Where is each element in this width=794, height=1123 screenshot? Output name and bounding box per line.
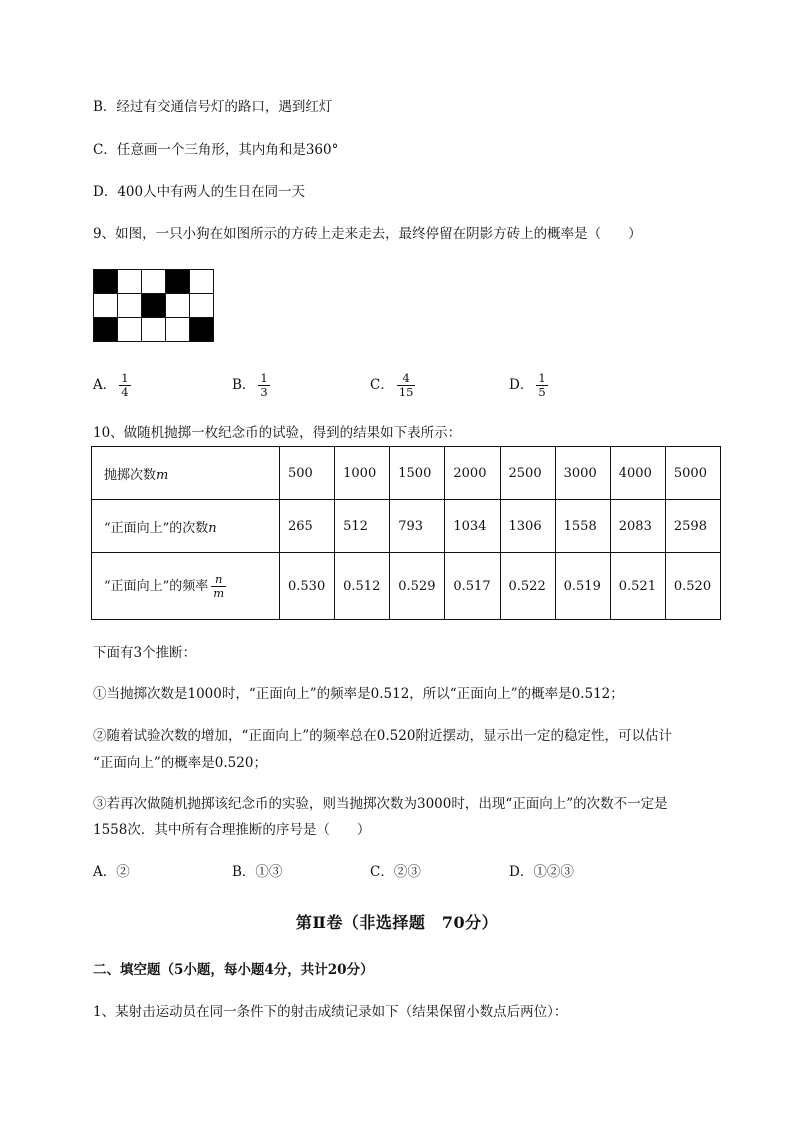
q8-option-d: D．400人中有两人的生日在同一天 — [93, 184, 306, 200]
q10-option-b: B．①③ — [232, 864, 283, 880]
table-cell: 2598 — [665, 500, 720, 553]
part-2-title: 第Ⅱ卷（非选择题 70分） — [295, 913, 499, 932]
table-cell: 2000 — [445, 447, 500, 500]
table-cell: 0.522 — [500, 553, 555, 620]
tile-shaded — [166, 270, 190, 294]
q8-option-c: C．任意画一个三角形，其内角和是360° — [93, 142, 339, 158]
table-row-tosses — [92, 447, 721, 500]
tile-shaded — [94, 270, 118, 294]
table-cell: 1558 — [555, 500, 610, 553]
table-cell: 1000 — [335, 447, 390, 500]
table-cell: 2500 — [500, 447, 555, 500]
tile — [142, 270, 166, 294]
table-cell: 0.512 — [335, 553, 390, 620]
table-cell: 500 — [280, 447, 335, 500]
fill-in-q1-stem: 1、某射击运动员在同一条件下的射击成绩记录如下（结果保留小数点后两位）： — [93, 1004, 568, 1020]
table-cell: 0.521 — [610, 553, 665, 620]
tile — [142, 318, 166, 342]
table-row-heads-frequency — [92, 553, 721, 620]
tile — [190, 294, 214, 318]
q10-intro: 下面有3个推断： — [93, 645, 197, 661]
q9-option-b: B． $\frac{1}{3}$ — [232, 371, 268, 399]
coin-toss-results-table — [91, 446, 721, 620]
tile-shaded — [190, 318, 214, 342]
tile — [190, 270, 214, 294]
table-cell: 5000 — [665, 447, 720, 500]
tile-grid-figure — [93, 269, 214, 342]
q10-inference-3-line-1: ③若再次做随机抛掷该纪念币的实验，则当抛掷次数为3000时，出现“正面向上”的次数不一定是 — [93, 796, 668, 812]
table-cell: 0.517 — [445, 553, 500, 620]
table-cell: 1500 — [390, 447, 445, 500]
table-cell: 3000 — [555, 447, 610, 500]
table-row-heads-count — [92, 500, 721, 553]
q10-inference-2-line-2: “正面向上”的概率是0.520； — [93, 755, 267, 771]
table-cell: 265 — [280, 500, 335, 553]
tile — [118, 294, 142, 318]
q10-inference-2-line-1: ②随着试验次数的增加，“正面向上”的频率总在0.520附近摆动，显示出一定的稳定性，可以估计 — [93, 728, 672, 744]
table-cell: 0.519 — [555, 553, 610, 620]
table-cell: 2083 — [610, 500, 665, 553]
q9-option-a: A． $\frac{1}{4}$ — [93, 371, 129, 399]
tile — [166, 294, 190, 318]
tile-shaded — [142, 294, 166, 318]
table-cell: 0.520 — [665, 553, 720, 620]
fill-in-section-heading: 二、填空题（5小题，每小题4分，共计20分） — [93, 962, 374, 978]
row-label-tosses: 抛掷次数m — [92, 447, 280, 500]
table-cell: 1034 — [445, 500, 500, 553]
q10-option-d: D．①②③ — [509, 864, 574, 880]
table-cell: 1306 — [500, 500, 555, 553]
q9-option-c: C． $\frac{4}{15}$ — [370, 371, 414, 399]
tile-shaded — [94, 318, 118, 342]
tile — [94, 294, 118, 318]
q10-stem: 10、做随机抛掷一枚纪念币的试验，得到的结果如下表所示： — [93, 425, 462, 441]
table-cell: 0.530 — [280, 553, 335, 620]
q10-inference-1: ①当抛掷次数是1000时，“正面向上”的频率是0.512，所以“正面向上”的概率是0.512； — [93, 686, 624, 702]
table-cell: 4000 — [610, 447, 665, 500]
q9-option-d: D． $\frac{1}{5}$ — [509, 371, 546, 399]
table-cell: 0.529 — [390, 553, 445, 620]
tile — [166, 318, 190, 342]
row-label-heads-count: “正面向上”的次数n — [92, 500, 280, 553]
tile — [118, 318, 142, 342]
row-label-heads-frequency: “正面向上”的频率 $\frac{n}{m}$ — [92, 553, 280, 620]
q9-stem: 9、如图，一只小狗在如图所示的方砖上走来走去，最终停留在阴影方砖上的概率是（ ） — [93, 226, 642, 242]
q10-inference-3-line-2: 1558次．其中所有合理推断的序号是（ ） — [93, 822, 371, 838]
table-cell: 793 — [390, 500, 445, 553]
table-cell: 512 — [335, 500, 390, 553]
tile — [118, 270, 142, 294]
q10-option-a: A．② — [93, 864, 130, 880]
q10-option-c: C．②③ — [370, 864, 421, 880]
q8-option-b: B．经过有交通信号灯的路口，遇到红灯 — [93, 99, 333, 115]
